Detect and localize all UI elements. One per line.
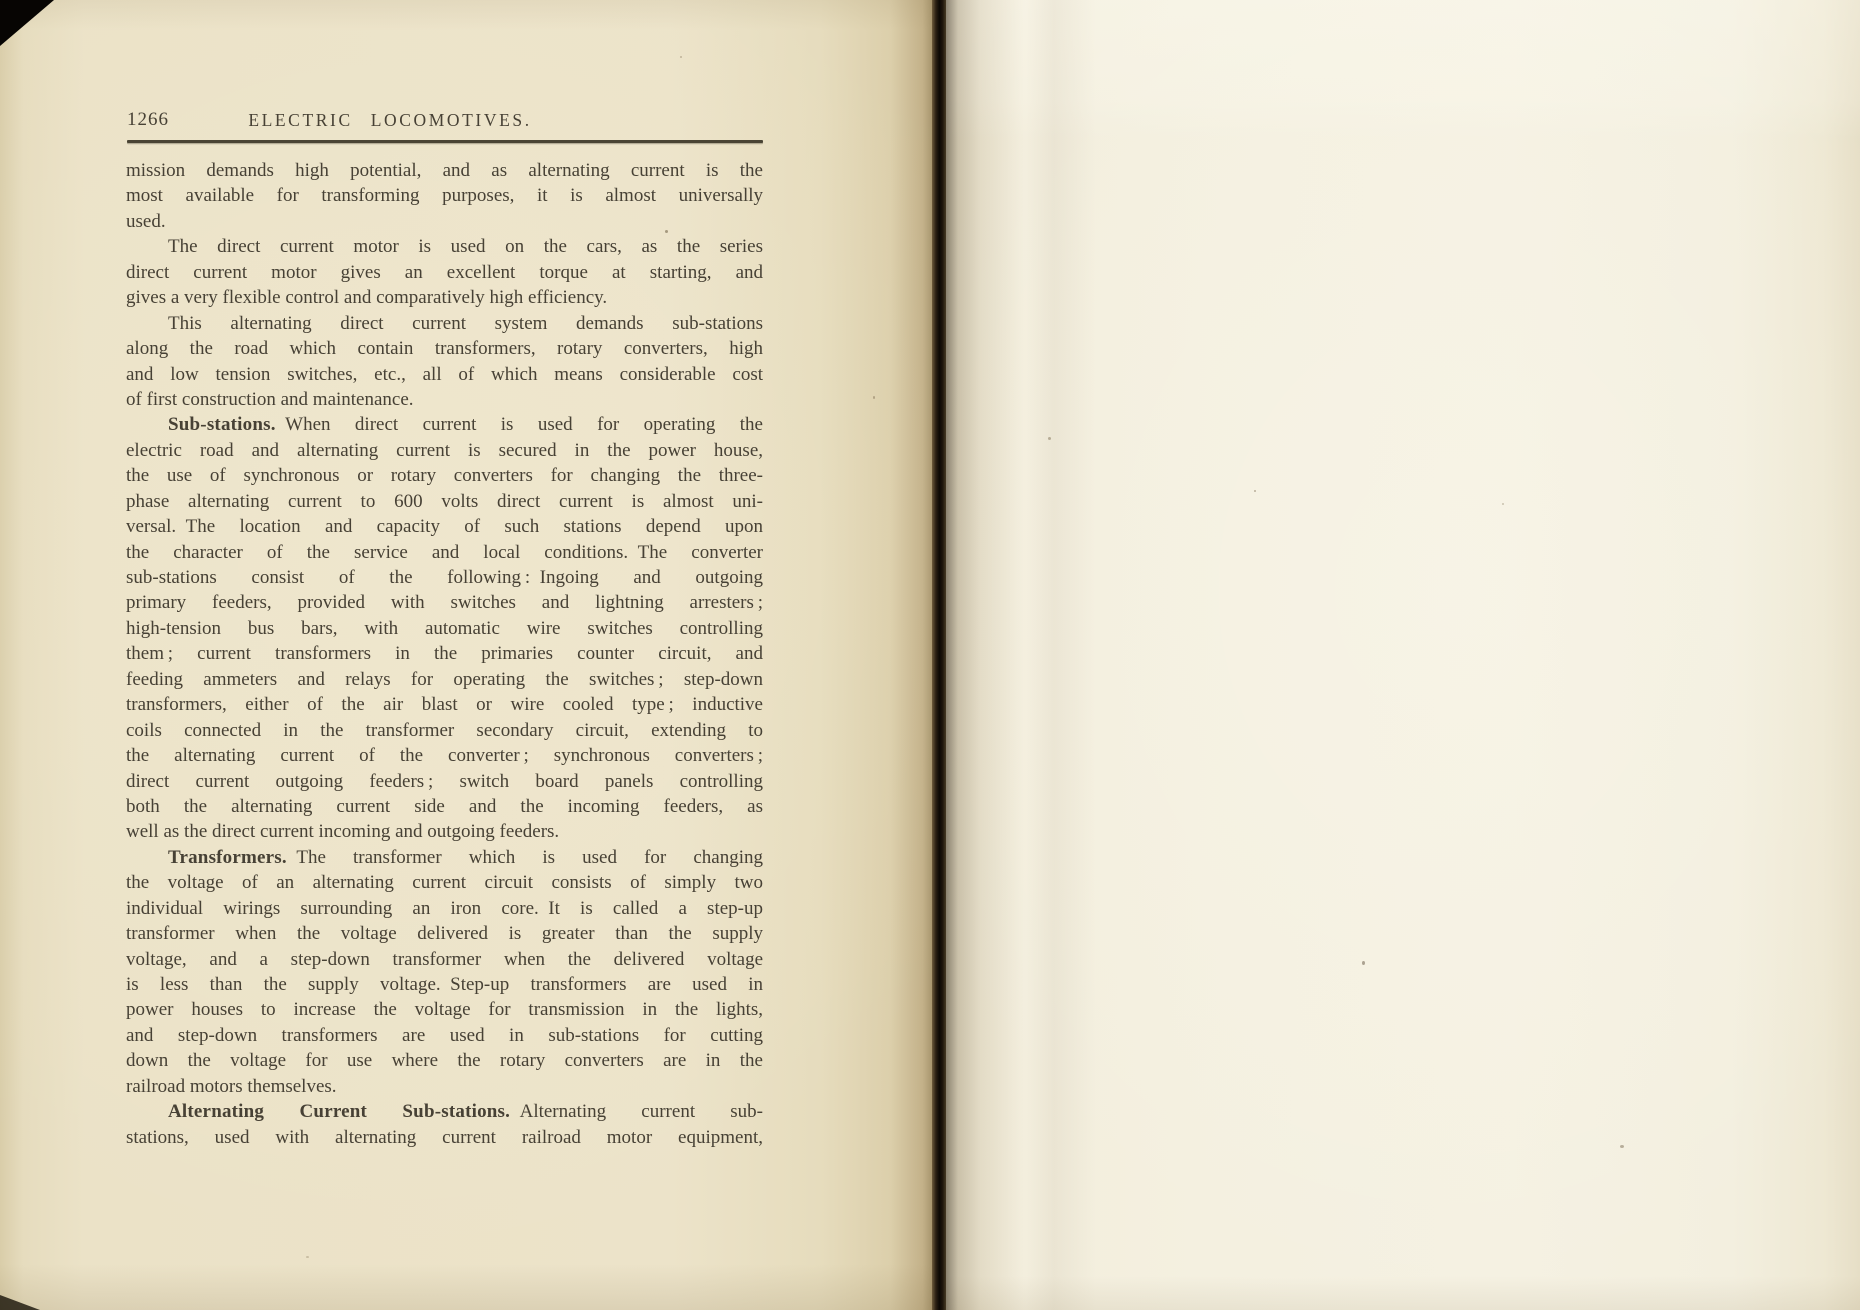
text-line: the alternating current of the converter ; synchronous converters ; (126, 745, 763, 767)
text-line: railroad motors themselves. (126, 1075, 337, 1097)
text-line: both the alternating current side and the incoming feeders, as (126, 795, 763, 817)
text-line: feeding ammeters and relays for operating the switches ; step-down (126, 668, 763, 690)
text-line: individual wirings surrounding an iron core. It is called a step-up (126, 897, 763, 919)
text-line: coils connected in the transformer secondary circuit, extending to (126, 719, 763, 741)
paper-speck (680, 56, 682, 58)
paper-speck (1502, 503, 1504, 505)
text-line: high-tension bus bars, with automatic wire switches controlling (126, 617, 763, 639)
paper-speck (1362, 961, 1365, 965)
text-line: Sub-stations. When direct current is used for operating the (168, 414, 763, 436)
text-line: mission demands high potential, and as alternating current is the (126, 160, 763, 181)
text-line: Alternating Current Sub-stations. Alternating current sub- (168, 1101, 763, 1123)
text-line: direct current outgoing feeders ; switch board panels controlling (126, 770, 763, 792)
text-line: This alternating direct current system demands sub-stations (168, 312, 763, 334)
paper-speck (1254, 490, 1256, 492)
text-line: down the voltage for use where the rotary converters are in the (126, 1050, 763, 1072)
bold-lead: Alternating Current Sub-stations. (168, 1101, 511, 1123)
text-line: the voltage of an alternating current circuit consists of simply two (126, 872, 763, 894)
text-line: voltage, and a step-down transformer when the delivered voltage (126, 948, 763, 970)
text-line: The direct current motor is used on the cars, as the series (168, 236, 763, 258)
text-line: transformer when the voltage delivered is greater than the supply (126, 923, 763, 945)
text-line: the character of the service and local conditions. The converter (126, 541, 763, 563)
text-line: primary feeders, provided with switches and lightning arresters ; (126, 592, 763, 614)
text-line: sub-stations consist of the following : Ingoing and outgoing (126, 567, 763, 588)
text-line: along the road which contain transformers, rotary converters, high (126, 338, 763, 360)
paper-speck (1048, 437, 1051, 440)
right-page-blank (946, 0, 1860, 1310)
text-line: used. (126, 210, 166, 232)
text-line: and low tension switches, etc., all of which means considerable cost (126, 363, 763, 385)
text-line: most available for transforming purposes, it is almost universally (126, 185, 763, 207)
running-head: ELECTRIC LOCOMOTIVES. (248, 110, 532, 130)
text-line: phase alternating current to 600 volts direct current is almost uni- (126, 490, 763, 512)
text-line: the use of synchronous or rotary converters for changing the three- (126, 465, 763, 487)
text-line: and step-down transformers are used in sub-stations for cutting (126, 1024, 763, 1046)
text-line: well as the direct current incoming and outgoing feeders. (126, 821, 560, 843)
paper-speck (665, 230, 668, 233)
text-line: stations, used with alternating current railroad motor equipment, (126, 1126, 763, 1148)
text-line: Transformers. The transformer which is used for changing (168, 846, 763, 868)
text-line: is less than the supply voltage. Step-up transformers are used in (126, 974, 763, 995)
paper-speck (306, 1256, 309, 1258)
text-line: direct current motor gives an excellent torque at starting, and (126, 261, 763, 283)
paper-speck (1620, 1145, 1624, 1148)
text-line: them ; current transformers in the primaries counter circuit, and (126, 643, 763, 665)
paper-speck (873, 396, 875, 399)
text-line: of first construction and maintenance. (126, 388, 414, 410)
book-spine-gutter (932, 0, 946, 1310)
bold-lead: Sub-stations. (168, 414, 276, 436)
text-line: gives a very flexible control and comparatively high efficiency. (126, 287, 608, 309)
text-line: transformers, either of the air blast or wire cooled type ; inductive (126, 694, 763, 716)
text-line: versal. The location and capacity of such stations depend upon (126, 516, 763, 538)
text-line: electric road and alternating current is secured in the power house, (126, 439, 763, 461)
text-line: power houses to increase the voltage for transmission in the lights, (126, 999, 763, 1021)
page-number: 1266 (127, 109, 169, 130)
bold-lead: Transformers. (168, 846, 287, 868)
page-text (126, 158, 763, 1150)
header-rule (127, 140, 763, 143)
